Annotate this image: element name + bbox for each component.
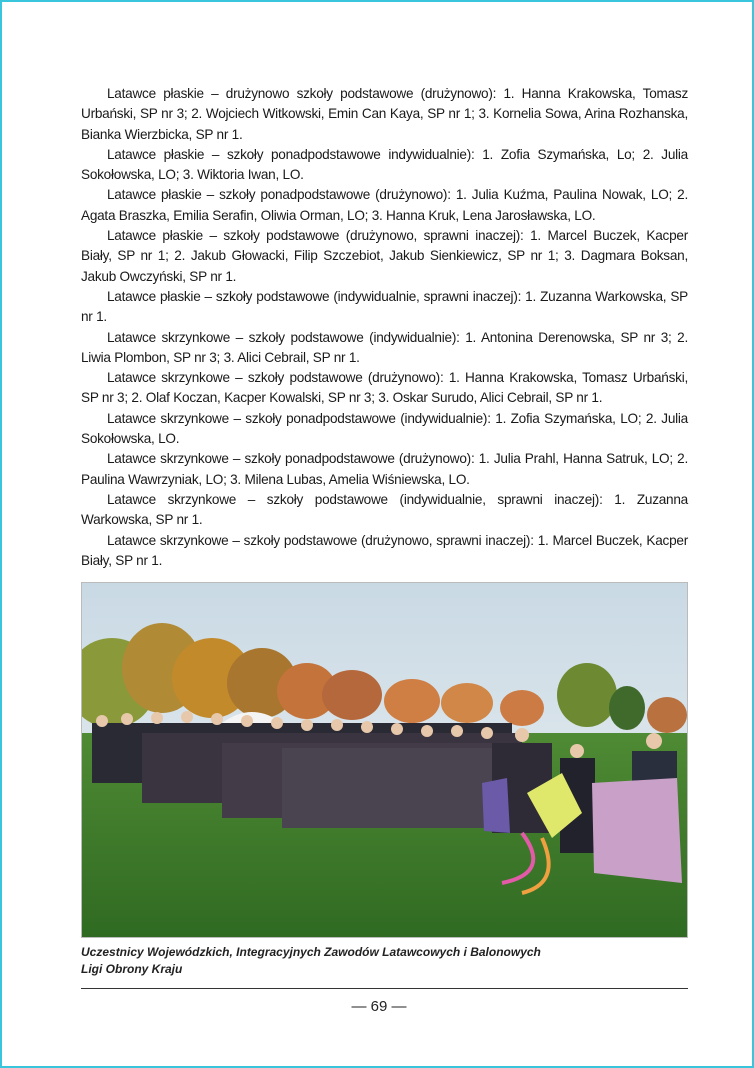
page-number: — 69 —: [351, 998, 407, 1015]
paragraph-9: Latawce skrzynkowe – szkoły ponadpodstawowe (drużynowo): 1. Julia Prahl, Hanna Satruk, LO; 2. Paulina Wawrzyniak, LO; 3. Milena Lubas, Amelia Wiśniewska, LO.: [81, 451, 688, 487]
caption-line-1: Uczestnicy Wojewódzkich, Integracyjnych Zawodów Latawcowych i Balonowych: [81, 945, 541, 959]
paragraph-6: Latawce skrzynkowe – szkoły podstawowe (indywidualnie): 1. Antonina Derenowska, SP nr 3; 2. Liwia Plombon, SP nr 3; 3. Alici Cebrail, SP nr 1.: [81, 329, 688, 365]
paragraph-8: Latawce skrzynkowe – szkoły ponadpodstawowe (indywidualnie): 1. Zofia Szymańska, LO; 2. Julia Sokołowska, LO.: [81, 410, 688, 447]
paragraph-4: Latawce płaskie – szkoły podstawowe (drużynowo, sprawni inaczej): 1. Marcel Buczek, Kacper Biały, SP nr 1; 2. Jakub Głowacki, Filip Szczebiot, Jakub Sienkiewicz, SP nr 1; 3. Dagmara Boksan, Jakub Owczyński, SP nr 1.: [81, 228, 688, 284]
group-photo: [81, 582, 688, 938]
paragraph-7: Latawce skrzynkowe – szkoły podstawowe (drużynowo): 1. Hanna Krakowska, Tomasz Urbański, SP nr 3; 2. Olaf Koczan, Kacper Kowalski, SP nr 3; 3. Oskar Surudo, Alici Cebrail, SP nr 1.: [81, 370, 688, 406]
paragraph-1: Latawce płaskie – drużynowo szkoły podstawowe (drużynowo): 1. Hanna Krakowska, Tomasz Urbański, SP nr 3; 2. Wojciech Witkowski, Emin Can Kaya, SP nr 1; 3. Kornelia Sowa, Arina Rozhanska, Bianka Wierzbicka, SP nr 1.: [81, 86, 688, 142]
paragraph-11: Latawce skrzynkowe – szkoły podstawowe (drużynowo, sprawni inaczej): 1. Marcel Buczek, Kacper Biały, SP nr 1.: [81, 532, 688, 568]
footer-divider: [81, 988, 688, 989]
paragraph-10: Latawce skrzynkowe – szkoły podstawowe (indywidualnie, sprawni inaczej): 1. Zuzanna Warkowska, SP nr 1.: [81, 491, 688, 528]
caption-line-2: Ligi Obrony Kraju: [81, 962, 183, 976]
paragraph-2: Latawce płaskie – szkoły ponadpodstawowe indywidualnie): 1. Zofia Szymańska, Lo; 2. Julia Sokołowska, LO; 3. Wiktoria Iwan, LO.: [81, 146, 688, 183]
paragraph-3: Latawce płaskie – szkoły ponadpodstawowe (drużynowo): 1. Julia Kuźma, Paulina Nowak, LO; 2. Agata Braszka, Emilia Serafin, Oliwia Orman, LO; 3. Hanna Kruk, Lena Jarosławska, LO.: [81, 187, 688, 223]
paragraph-5: Latawce płaskie – szkoły podstawowe (indywidualnie, sprawni inaczej): 1. Zuzanna Warkowska, SP nr 1.: [81, 288, 688, 325]
results-text: [81, 84, 688, 571]
photo-caption: [81, 944, 688, 978]
